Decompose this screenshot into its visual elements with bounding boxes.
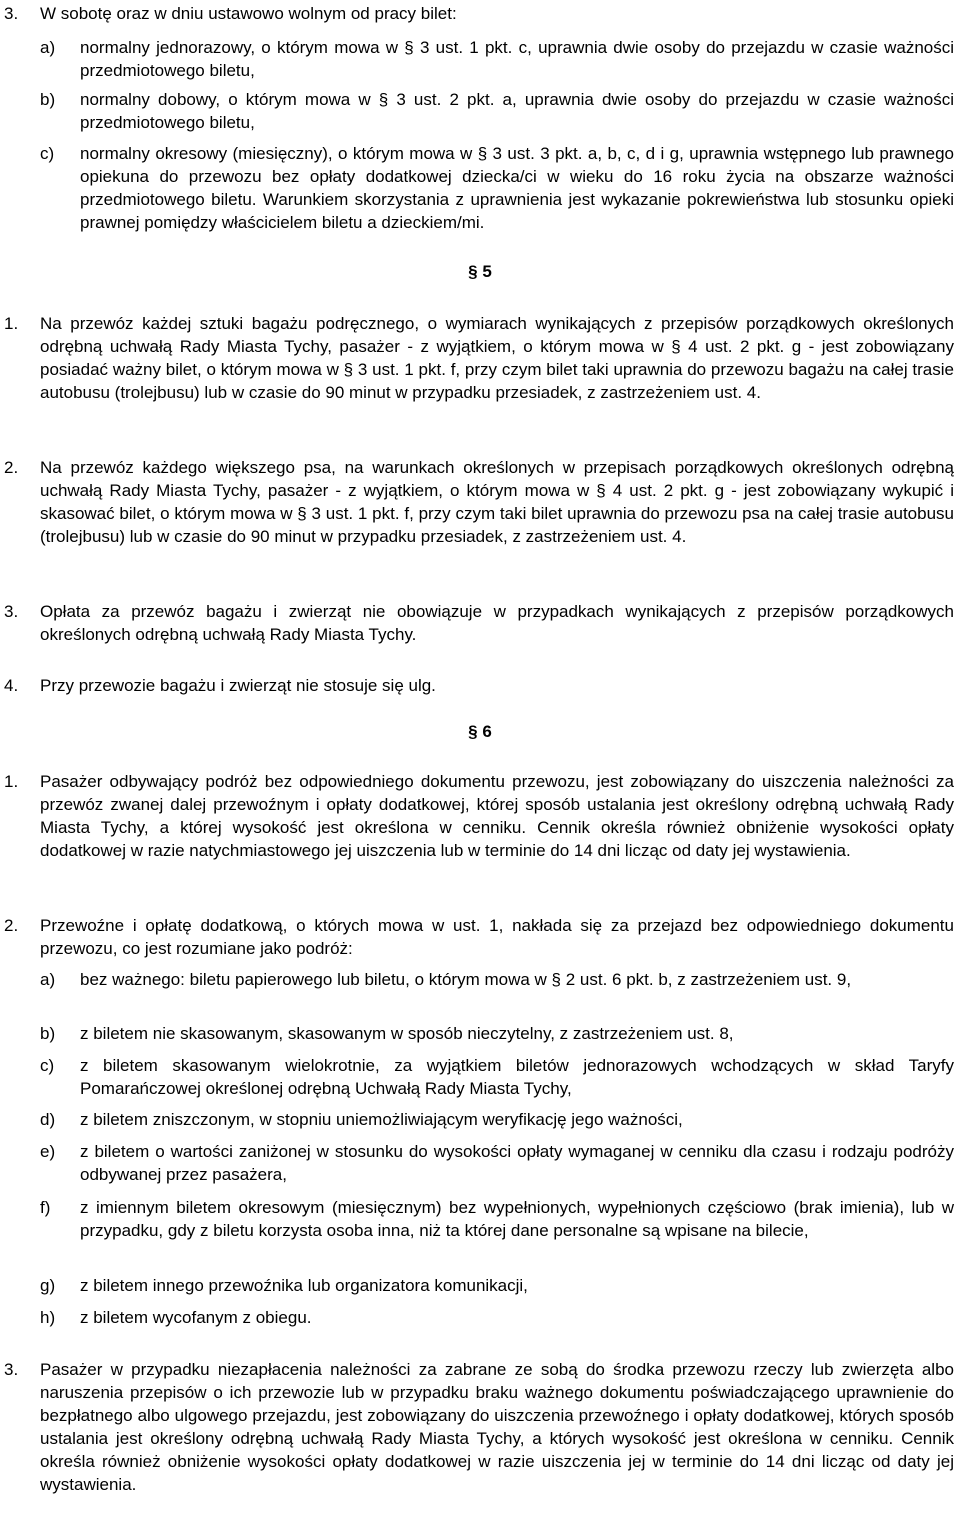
subitem-text: z biletem zniszczonym, w stopniu uniemożliwiającym weryfikację jego ważności, <box>80 1110 683 1129</box>
subitem-letter: h) <box>40 1308 56 1327</box>
section-title: § 5 <box>468 262 492 281</box>
subitem-letter: d) <box>40 1110 56 1129</box>
subitem-letter: f) <box>40 1198 51 1217</box>
subitem-text: z biletem skasowanym wielokrotnie, za wyjątkiem biletów jednorazowych wchodzących w skład Taryfy Pomarańczowej określonej odrębną Uchwałą Rady Miasta Tychy, <box>80 1056 954 1098</box>
item-number: 2. <box>4 458 19 477</box>
subitem-text: bez ważnego: biletu papierowego lub biletu, o którym mowa w § 2 ust. 6 pkt. b, z zastrzeżeniem ust. 9, <box>80 970 852 989</box>
item-number: 1. <box>4 314 19 333</box>
subitem-text: normalny dobowy, o którym mowa w § 3 ust. 2 pkt. a, uprawnia dwie osoby do przejazdu w czasie ważności przedmiotowego biletu, <box>80 90 954 132</box>
subitem-text: z imiennym biletem okresowym (miesięcznym) bez wypełnionych, wypełnionych częściowo (brak imienia), lub w przypadku, gdy z biletu korzysta osoba inna, niż ta której dane personalne są wpisane na bilecie, <box>80 1198 954 1240</box>
subitem-text: normalny okresowy (miesięczny), o którym mowa w § 3 ust. 3 pkt. a, b, c, d i g, uprawnia wstępnego lub prawnego opiekuna do przewozu bez opłaty dodatkowej dziecka/ci w wieku do 16 roku życia na obszarze ważności przedmiotowego biletu. Warunkiem skorzystania z uprawnienia jest wykazanie pokrewieństwa lub stosunku opieki prawnej pomiędzy właścicielem biletu a dzieckiem/mi. <box>80 144 954 232</box>
item-text: Przy przewozie bagażu i zwierząt nie stosuje się ulg. <box>40 676 436 695</box>
item-number: 3. <box>4 602 19 621</box>
subitem-letter: c) <box>40 1056 55 1075</box>
item-text: Na przewóz każdego większego psa, na warunkach określonych w przepisach porządkowych określonych odrębną uchwałą Rady Miasta Tychy, pasażer - z wyjątkiem, o którym mowa w § 4 ust. 2 pkt. g - jest zobowiązany wykupić i skasować bilet, o którym mowa w § 3 ust. 1 pkt. f, przy czym taki bilet uprawnia do przewozu psa na całej trasie autobusu (trolejbusu) lub w czasie do 90 minut w przypadku przesiadek, z zastrzeżeniem ust. 4. <box>40 458 954 546</box>
subitem-letter: b) <box>40 1024 56 1043</box>
subitem-letter: b) <box>40 90 56 109</box>
subitem-letter: e) <box>40 1142 56 1161</box>
subitem-letter: a) <box>40 38 56 57</box>
item-number: 3. <box>4 4 19 23</box>
subitem-text: z biletem o wartości zaniżonej w stosunku do wysokości opłaty wymaganej w cenniku dla czasu i rodzaju podróży odbywanej przez pasażera, <box>80 1142 954 1184</box>
item-text: Opłata za przewóz bagażu i zwierząt nie obowiązuje w przypadkach wynikających z przepisów porządkowych określonych odrębną uchwałą Rady Miasta Tychy. <box>40 602 954 644</box>
item-number: 1. <box>4 772 19 791</box>
subitem-text: z biletem wycofanym z obiegu. <box>80 1308 312 1327</box>
item-text: Pasażer odbywający podróż bez odpowiedniego dokumentu przewozu, jest zobowiązany do uiszczenia należności za przewóz zwanej dalej przewoźnym i opłaty dodatkowej, której sposób ustalania jest określony odrębną uchwałą Rady Miasta Tychy, a której wysokość jest określona w cenniku. Cennik określa również obniżenie wysokości opłaty dodatkowej w razie natychmiastowego jej uiszczenia lub w terminie do 14 dni licząc od daty jej wystawienia. <box>40 772 954 860</box>
subitem-text: z biletem innego przewoźnika lub organizatora komunikacji, <box>80 1276 528 1295</box>
subitem-letter: a) <box>40 970 56 989</box>
item-number: 2. <box>4 916 19 935</box>
item-text: Przewoźne i opłatę dodatkową, o których mowa w ust. 1, nakłada się za przejazd bez odpowiedniego dokumentu przewozu, co jest rozumiane jako podróż: <box>40 916 954 958</box>
subitem-letter: c) <box>40 144 55 163</box>
item-number: 3. <box>4 1360 19 1379</box>
item-number: 4. <box>4 676 19 695</box>
subitem-text: normalny jednorazowy, o którym mowa w § 3 ust. 1 pkt. c, uprawnia dwie osoby do przejazdu w czasie ważności przedmiotowego biletu, <box>80 38 954 80</box>
item-text: Pasażer w przypadku niezapłacenia należności za zabrane ze sobą do środka przewozu rzeczy lub zwierzęta albo naruszenia przepisów o ich przewozie lub w przypadku braku ważnego dokumentu poświadczającego uprawnienie do bezpłatnego albo ulgowego przejazdu, jest zobowiązany do uiszczenia przewoźnego i opłaty dodatkowej, których sposób ustalania jest określony odrębną uchwałą Rady Miasta Tychy, a których wysokość jest określona w cenniku. Cennik określa również obniżenie wysokości opłaty dodatkowej w razie uiszczenia jej w terminie do 14 dni licząc od daty jej wystawienia. <box>40 1360 954 1494</box>
item-text: Na przewóz każdej sztuki bagażu podręcznego, o wymiarach wynikających z przepisów porządkowych określonych odrębną uchwałą Rady Miasta Tychy, pasażer - z wyjątkiem, o którym mowa w § 4 ust. 2 pkt. g - jest zobowiązany posiadać ważny bilet, o którym mowa w § 3 ust. 1 pkt. f, przy czym bilet taki uprawnia do przewozu bagażu na całej trasie autobusu (trolejbusu) lub w czasie do 90 minut w przypadku przesiadek, z zastrzeżeniem ust. 4. <box>40 314 954 402</box>
item-text: W sobotę oraz w dniu ustawowo wolnym od pracy bilet: <box>40 4 457 23</box>
section-title: § 6 <box>468 722 492 741</box>
subitem-letter: g) <box>40 1276 56 1295</box>
subitem-text: z biletem nie skasowanym, skasowanym w sposób nieczytelny, z zastrzeżeniem ust. 8, <box>80 1024 734 1043</box>
